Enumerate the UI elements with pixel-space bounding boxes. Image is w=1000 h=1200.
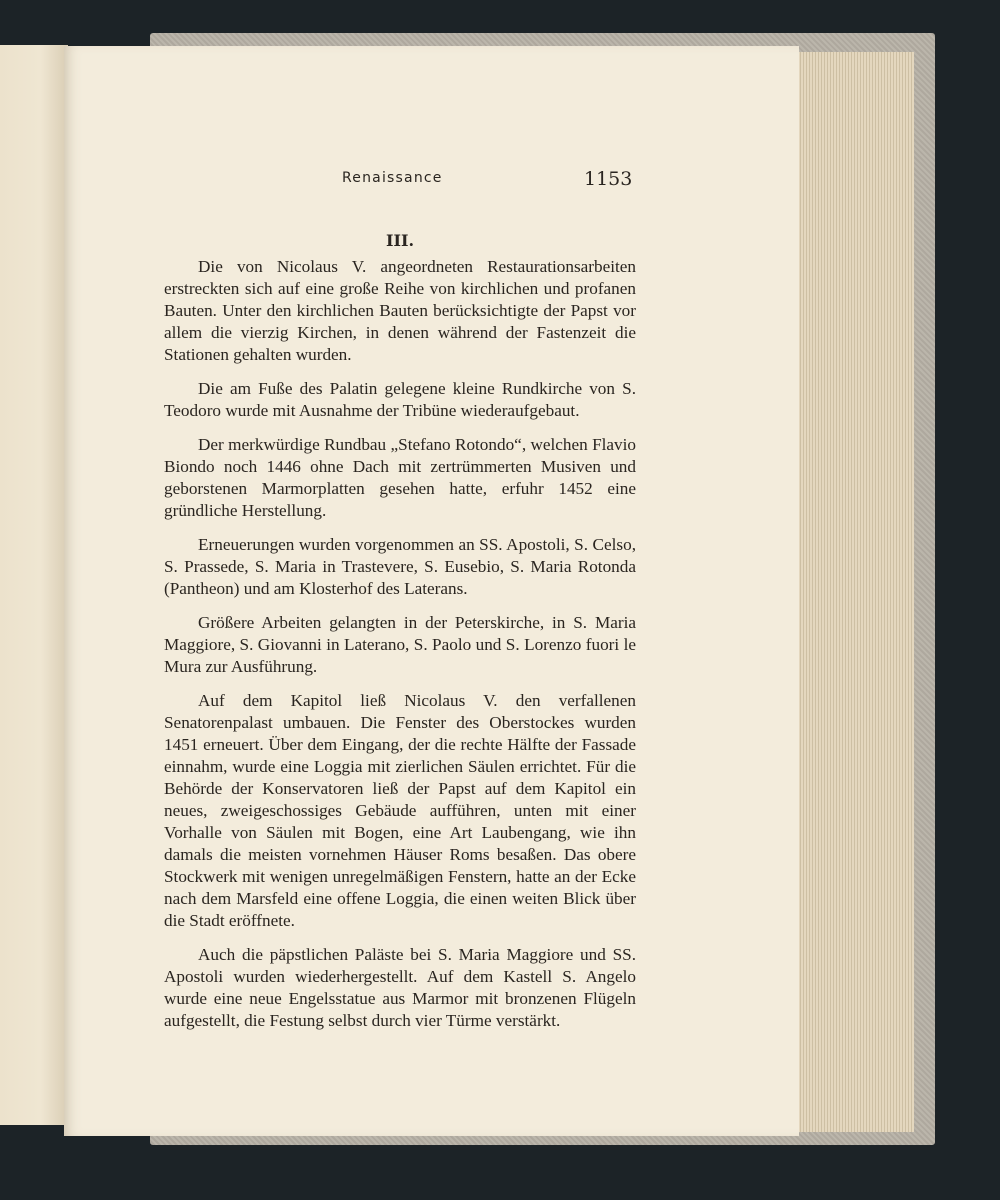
left-page-edge bbox=[0, 45, 68, 1125]
paragraph: Größere Arbeiten gelangten in der Peterskirche, in S. Maria Maggiore, S. Giovanni in Laterano, S. Paolo und S. Lorenzo fuori le Mura zur Ausführung. bbox=[164, 613, 636, 676]
paragraph: Die von Nicolaus V. angeordneten Restaurationsarbeiten erstreckten sich auf eine große Reihe von kirchlichen und profanen Bauten. Unter den kirchlichen Bauten berücksichtigte der Papst vor allem die vierzig Kirchen, in denen während der Fastenzeit die Stationen gehalten wurden. bbox=[164, 257, 636, 364]
page-header bbox=[64, 170, 799, 200]
body-text bbox=[164, 231, 636, 1044]
paragraph: Die am Fuße des Palatin gelegene kleine Rundkirche von S. Teodoro wurde mit Ausnahme der Tribüne wiederaufgebaut. bbox=[164, 379, 636, 420]
paragraph: Erneuerungen wurden vorgenommen an SS. Apostoli, S. Celso, S. Prassede, S. Maria in Trastevere, S. Eusebio, S. Maria Rotonda (Pantheon) und am Klosterhof des Laterans. bbox=[164, 535, 636, 598]
page-number: 1153 bbox=[584, 168, 633, 190]
book-page bbox=[64, 46, 799, 1136]
section-numeral: III. bbox=[385, 231, 415, 250]
paragraph: Auf dem Kapitol ließ Nicolaus V. den verfallenen Senatorenpalast umbauen. Die Fenster des Oberstockes wurden 1451 erneuert. Über dem Eingang, der die rechte Hälfte der Fassade einnahm, wurde eine Loggia mit zierlichen Säulen errichtet. Für die Behörde der Konservatoren ließ der Papst auf dem Kapitol ein neues, zweigeschossiges Gebäude aufführen, unten mit einer Vorhalle von Säulen mit Bogen, eine Art Laubengang, wie ihn damals die meisten vornehmen Häuser Roms besaßen. Das obere Stockwerk mit wenigen unregelmäßigen Fenstern, hatte an der Ecke nach dem Marsfeld eine offene Loggia, die einen weiten Blick über die Stadt eröffnete. bbox=[164, 691, 636, 930]
running-title: Renaissance bbox=[342, 170, 443, 186]
paragraph: Auch die päpstlichen Paläste bei S. Maria Maggiore und SS. Apostoli wurden wiederhergestellt. Auf dem Kastell S. Angelo wurde eine neue Engelsstatue aus Marmor mit bronzenen Flügeln aufgestellt, die Festung selbst durch vier Türme verstärkt. bbox=[164, 945, 636, 1030]
page-stack-edges bbox=[792, 52, 914, 1132]
paragraph: Der merkwürdige Rundbau „Stefano Rotondo“, welchen Flavio Biondo noch 1446 ohne Dach mit zertrümmerten Musiven und geborstenen Marmorplatten gesehen hatte, erfuhr 1452 eine gründliche Herstellung. bbox=[164, 435, 636, 520]
